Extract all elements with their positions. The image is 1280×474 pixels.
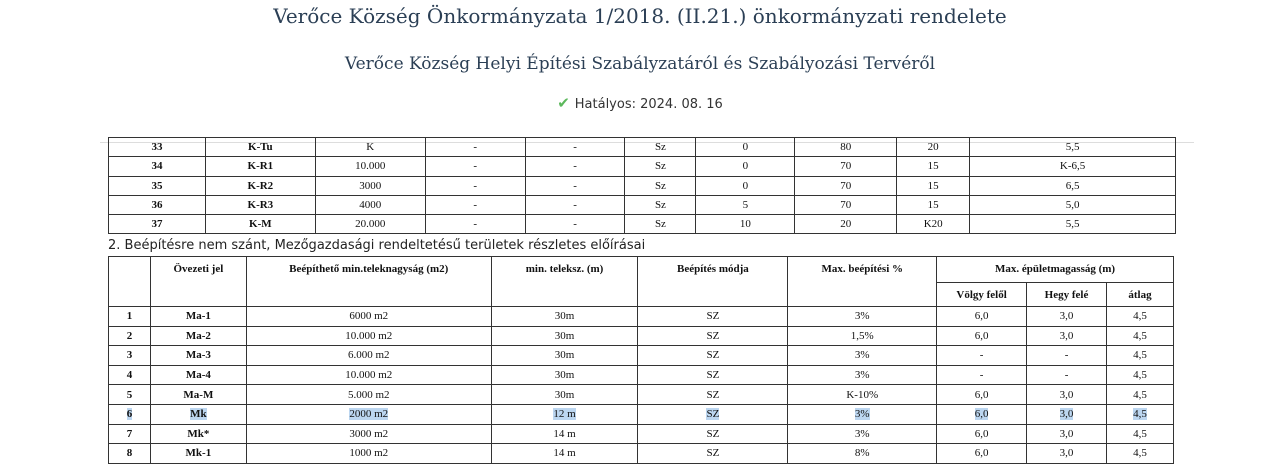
table-cell: 10.000 m2 xyxy=(246,326,491,346)
table-cell: 3% xyxy=(788,365,937,385)
table-cell: 6,0 xyxy=(937,424,1027,444)
table-cell: 0 xyxy=(696,157,795,176)
table-cell: 30m xyxy=(491,385,638,405)
highlighted-text: 6 xyxy=(126,408,133,421)
table-cell: SZ xyxy=(638,365,788,385)
table-cell: 6,0 xyxy=(937,444,1027,464)
header-min-width: min. teleksz. (m) xyxy=(491,257,638,307)
table-cell: - xyxy=(425,157,525,176)
page-title: Verőce Község Önkormányzata 1/2018. (II.21.) önkormányzati rendelete xyxy=(273,4,1007,28)
check-icon: ✔ xyxy=(557,94,570,112)
table-cell xyxy=(1106,404,1173,424)
table-cell: 70 xyxy=(795,176,897,195)
table-cell: Mk-1 xyxy=(150,444,246,464)
table-cell: - xyxy=(1027,365,1107,385)
table-cell: 8% xyxy=(788,444,937,464)
table-cell: 1,5% xyxy=(788,326,937,346)
table-cell: 15 xyxy=(897,157,970,176)
table-cell: 6,0 xyxy=(937,385,1027,405)
table-cell: 5,0 xyxy=(970,195,1176,214)
table-cell: - xyxy=(525,138,625,157)
table-cell: Ma-2 xyxy=(150,326,246,346)
table-cell: 10.000 m2 xyxy=(246,365,491,385)
table-cell: 4,5 xyxy=(1106,365,1173,385)
table-cell: - xyxy=(525,195,625,214)
highlighted-text: SZ xyxy=(706,408,720,421)
table-cell: SZ xyxy=(638,307,788,327)
table-cell: Sz xyxy=(625,195,696,214)
zoning-table-agricultural xyxy=(108,256,1174,464)
table-cell: - xyxy=(425,176,525,195)
table-cell: K xyxy=(315,138,425,157)
highlighted-text: 2000 m2 xyxy=(349,408,389,421)
table-cell: 15 xyxy=(897,195,970,214)
table-row xyxy=(109,424,1174,444)
table-cell xyxy=(109,404,151,424)
table-cell: SZ xyxy=(638,385,788,405)
table-cell: - xyxy=(425,195,525,214)
table-cell: K-R2 xyxy=(205,176,315,195)
table-cell: 4,5 xyxy=(1106,424,1173,444)
table-cell: 7 xyxy=(109,424,151,444)
table-cell: 30m xyxy=(491,326,638,346)
table-cell: 70 xyxy=(795,157,897,176)
table-row xyxy=(109,157,1176,176)
header-mode: Beépítés módja xyxy=(638,257,788,307)
table-row xyxy=(109,138,1176,157)
highlighted-text: Mk xyxy=(190,408,207,421)
table-cell: 3000 xyxy=(315,176,425,195)
header-hill: Hegy felé xyxy=(1027,283,1107,307)
table-row xyxy=(109,346,1174,366)
table-cell: - xyxy=(937,365,1027,385)
table-cell: 5 xyxy=(109,385,151,405)
table-row xyxy=(109,444,1174,464)
table-cell: 14 m xyxy=(491,424,638,444)
table-cell: 5,5 xyxy=(970,138,1176,157)
table-cell: K-10% xyxy=(788,385,937,405)
table-cell: 3000 m2 xyxy=(246,424,491,444)
table-cell: K-M xyxy=(205,215,315,234)
table-cell xyxy=(246,404,491,424)
table-cell: Ma-1 xyxy=(150,307,246,327)
table-cell: - xyxy=(425,215,525,234)
table-cell: Mk* xyxy=(150,424,246,444)
table-cell: Ma-M xyxy=(150,385,246,405)
table-cell: 30m xyxy=(491,307,638,327)
page-subtitle: Verőce Község Helyi Építési Szabályzatáról és Szabályozási Tervéről xyxy=(344,54,936,74)
table-cell: 4,5 xyxy=(1106,307,1173,327)
table-cell xyxy=(937,404,1027,424)
table-cell: 37 xyxy=(109,215,206,234)
table-cell xyxy=(150,404,246,424)
table-cell: SZ xyxy=(638,346,788,366)
table-cell: 0 xyxy=(696,138,795,157)
table-cell: 0 xyxy=(696,176,795,195)
table-row xyxy=(109,404,1174,424)
table-cell: 80 xyxy=(795,138,897,157)
table-cell: 4,5 xyxy=(1106,385,1173,405)
highlighted-text: 3% xyxy=(854,408,870,421)
table-cell: K-Tu xyxy=(205,138,315,157)
table-cell: 34 xyxy=(109,157,206,176)
table-cell xyxy=(1027,404,1107,424)
table-cell: Sz xyxy=(625,176,696,195)
table-cell: - xyxy=(937,346,1027,366)
table-cell: 10.000 xyxy=(315,157,425,176)
table-cell: - xyxy=(525,176,625,195)
table-cell: 5 xyxy=(696,195,795,214)
table-cell: 3,0 xyxy=(1027,385,1107,405)
table-cell: 30m xyxy=(491,346,638,366)
table-cell: K20 xyxy=(897,215,970,234)
table-row xyxy=(109,176,1176,195)
table-cell: 3% xyxy=(788,307,937,327)
effective-date-text: Hatályos: 2024. 08. 16 xyxy=(574,97,723,112)
table-cell: 2 xyxy=(109,326,151,346)
header-index xyxy=(109,257,151,307)
effective-date xyxy=(0,94,1280,112)
table-cell: Sz xyxy=(625,215,696,234)
table-cell: Ma-3 xyxy=(150,346,246,366)
table-row xyxy=(109,365,1174,385)
table-cell: - xyxy=(525,215,625,234)
header-zone: Övezeti jel xyxy=(150,257,246,307)
table-cell: 6,0 xyxy=(937,307,1027,327)
table-cell: 20 xyxy=(795,215,897,234)
table-cell: 3,0 xyxy=(1027,326,1107,346)
table-cell: 33 xyxy=(109,138,206,157)
table-cell: K-R1 xyxy=(205,157,315,176)
section-title: 2. Beépítésre nem szánt, Mezőgazdasági rendeltetésű területek részletes előírásai xyxy=(108,238,646,253)
table-cell: 20 xyxy=(897,138,970,157)
table-cell: - xyxy=(525,157,625,176)
table-cell: 3,0 xyxy=(1027,424,1107,444)
table-cell: - xyxy=(1027,346,1107,366)
header-average: átlag xyxy=(1106,283,1173,307)
table-cell: Ma-4 xyxy=(150,365,246,385)
table-cell: 4,5 xyxy=(1106,326,1173,346)
table-cell: 3,0 xyxy=(1027,444,1107,464)
table-row xyxy=(109,215,1176,234)
table-cell: 6000 m2 xyxy=(246,307,491,327)
table-cell: 35 xyxy=(109,176,206,195)
table-row xyxy=(109,195,1176,214)
table-cell: SZ xyxy=(638,326,788,346)
table-cell: SZ xyxy=(638,424,788,444)
table-cell: 30m xyxy=(491,365,638,385)
table-cell: 1000 m2 xyxy=(246,444,491,464)
table-cell: 3% xyxy=(788,424,937,444)
table-cell: 1 xyxy=(109,307,151,327)
table-cell: 4000 xyxy=(315,195,425,214)
table-cell xyxy=(638,404,788,424)
table-row xyxy=(109,307,1174,327)
table-cell: 4,5 xyxy=(1106,444,1173,464)
table-cell: 10 xyxy=(696,215,795,234)
table-cell: 5,5 xyxy=(970,215,1176,234)
table-cell: 15 xyxy=(897,176,970,195)
table-cell: 14 m xyxy=(491,444,638,464)
table-cell: 20.000 xyxy=(315,215,425,234)
header-valley: Völgy felől xyxy=(937,283,1027,307)
table-cell: 5.000 m2 xyxy=(246,385,491,405)
table-cell: SZ xyxy=(638,444,788,464)
table-cell xyxy=(788,404,937,424)
table-row xyxy=(109,385,1174,405)
header-max-height: Max. épületmagasság (m) xyxy=(937,257,1174,283)
table-cell: 36 xyxy=(109,195,206,214)
table-cell: Sz xyxy=(625,157,696,176)
table-cell xyxy=(491,404,638,424)
table-cell: 3 xyxy=(109,346,151,366)
header-min-plot: Beépíthető min.teleknagyság (m2) xyxy=(246,257,491,307)
table-row xyxy=(109,326,1174,346)
table-cell: 3,0 xyxy=(1027,307,1107,327)
table-cell: 70 xyxy=(795,195,897,214)
table-cell: Sz xyxy=(625,138,696,157)
header-max-coverage: Max. beépítési % xyxy=(788,257,937,307)
highlighted-text: 12 m xyxy=(553,408,576,421)
page-header xyxy=(0,0,1280,130)
table-cell: 6.000 m2 xyxy=(246,346,491,366)
table-cell: 3% xyxy=(788,346,937,366)
table-cell: 6,0 xyxy=(937,326,1027,346)
zoning-table-k xyxy=(108,137,1176,234)
table-cell: - xyxy=(425,138,525,157)
highlighted-text: 4,5 xyxy=(1133,408,1147,421)
table-cell: 4 xyxy=(109,365,151,385)
table-cell: 4,5 xyxy=(1106,346,1173,366)
table-cell: K-6,5 xyxy=(970,157,1176,176)
table-cell: 6,5 xyxy=(970,176,1176,195)
table-cell: 8 xyxy=(109,444,151,464)
table-cell: K-R3 xyxy=(205,195,315,214)
highlighted-text: 3,0 xyxy=(1059,408,1074,421)
highlighted-text: 6,0 xyxy=(974,408,989,421)
